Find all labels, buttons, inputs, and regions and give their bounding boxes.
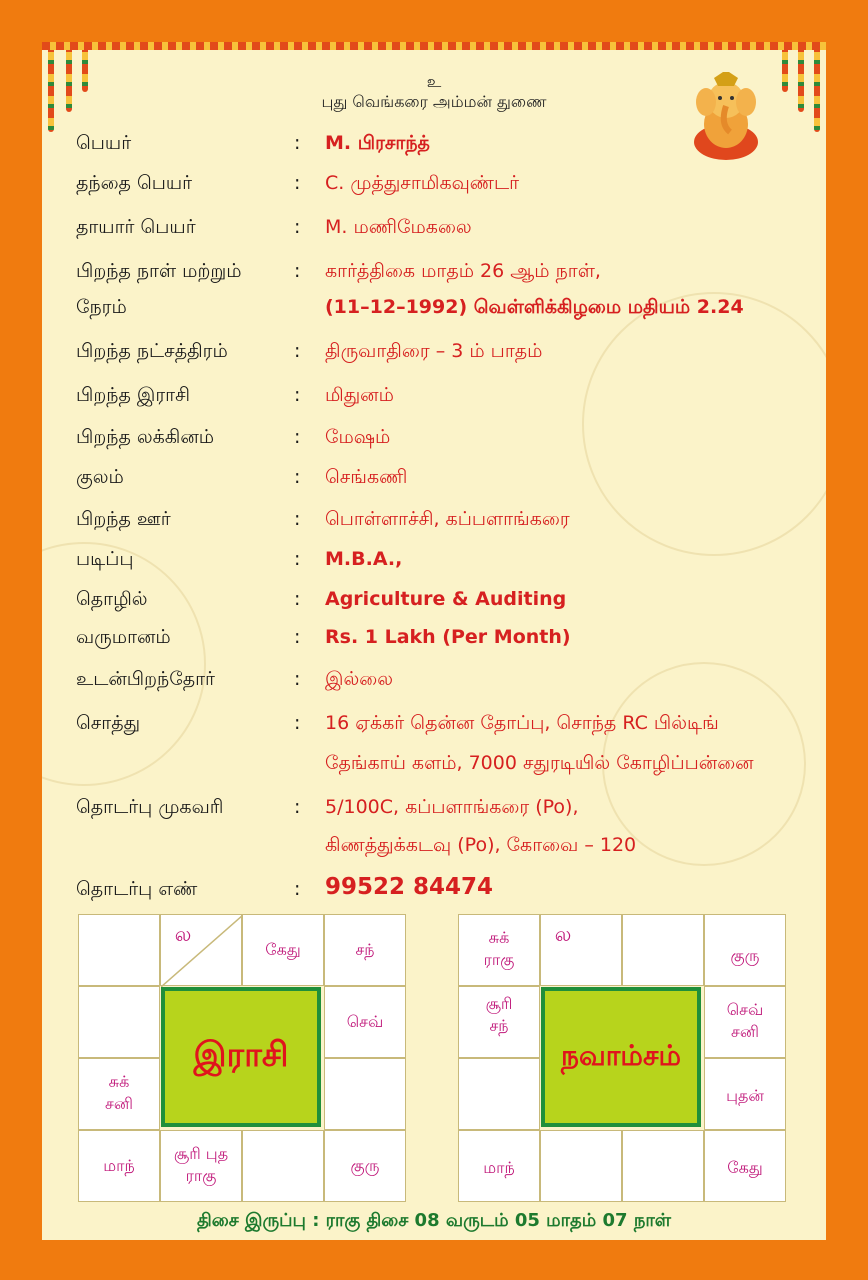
detail-value: 99522 84474: [325, 874, 494, 900]
colon: :: [294, 668, 301, 690]
detail-label: நேரம்: [76, 296, 127, 318]
colon: :: [294, 466, 301, 488]
planet-label: சுக் ராகு: [483, 928, 515, 969]
detail-value: மேஷம்: [325, 426, 391, 448]
detail-label: தொழில்: [76, 588, 148, 610]
colon: :: [294, 216, 301, 238]
chart-cell: [704, 1130, 786, 1202]
rasi-chart-title: இராசி: [193, 1035, 289, 1075]
colon: :: [294, 588, 301, 610]
planet-label: சுக் சனி: [105, 1072, 133, 1113]
planet-label: மாந்: [103, 1156, 135, 1175]
detail-label: பிறந்த இராசி: [76, 384, 190, 406]
detail-value: செங்கணி: [325, 466, 408, 488]
detail-label: சொத்து: [76, 712, 141, 734]
navamsa-chart-center: [541, 987, 701, 1127]
colon: :: [294, 796, 301, 818]
background-swirl: [42, 542, 206, 786]
dasa-balance: திசை இருப்பு : ராகு திசை 08 வருடம் 05 மாதம் 07 நாள்: [196, 1210, 672, 1231]
planet-label: மாந்: [483, 1158, 515, 1177]
detail-label: தந்தை பெயர்: [76, 172, 193, 194]
planet-label: சந்: [355, 940, 375, 959]
colon: :: [294, 260, 301, 282]
planet-label: சூரி சந்: [485, 994, 513, 1035]
detail-label: பிறந்த நாள் மற்றும்: [76, 260, 242, 282]
detail-value: 16 ஏக்கர் தென்ன தோப்பு, சொந்த RC பில்டிங்: [325, 712, 719, 734]
detail-value: கிணத்துக்கடவு (Po), கோவை – 120: [325, 834, 637, 856]
planet-label: செவ்: [346, 1012, 384, 1031]
chart-cell: [622, 914, 704, 986]
detail-label: உடன்பிறந்தோர்: [76, 668, 215, 690]
colon: :: [294, 340, 301, 362]
detail-label: தொடர்பு முகவரி: [76, 796, 224, 818]
lagna-mark: ல: [554, 922, 572, 946]
colon: :: [294, 878, 301, 900]
planet-label: புதன்: [726, 1086, 764, 1105]
planet-label: கேது: [727, 1158, 763, 1177]
top-mark: உ: [426, 72, 442, 91]
lagna-mark: ல: [174, 922, 192, 946]
detail-label: பெயர்: [76, 132, 132, 154]
planet-label: கேது: [265, 940, 301, 959]
colon: :: [294, 712, 301, 734]
background-swirl: [582, 292, 826, 556]
colon: :: [294, 548, 301, 570]
detail-label: தாயார் பெயர்: [76, 216, 196, 238]
detail-value: திருவாதிரை – 3 ம் பாதம்: [325, 340, 543, 362]
chart-cell: [704, 986, 786, 1058]
detail-value: Rs. 1 Lakh (Per Month): [325, 626, 571, 648]
colon: :: [294, 426, 301, 448]
detail-label: தொடர்பு எண்: [76, 878, 198, 900]
detail-value: கார்த்திகை மாதம் 26 ஆம் நாள்,: [325, 260, 601, 282]
detail-value: இல்லை: [325, 668, 394, 690]
detail-label: வருமானம்: [76, 626, 171, 648]
chart-cell: [458, 986, 540, 1058]
planet-label: சூரி புத ராகு: [173, 1144, 229, 1185]
detail-value: M. பிரசாந்த்: [325, 132, 430, 154]
detail-label: பிறந்த நட்சத்திரம்: [76, 340, 228, 362]
chart-cell: [458, 1130, 540, 1202]
detail-value: மிதுனம்: [325, 384, 394, 406]
colon: :: [294, 132, 301, 154]
colon: :: [294, 384, 301, 406]
detail-value: M. மணிமேகலை: [325, 216, 472, 238]
chart-cell: [704, 914, 786, 986]
detail-value: C. முத்துசாமிகவுண்டர்: [325, 172, 520, 194]
garland-top: [42, 42, 826, 50]
horoscope-card: [42, 42, 826, 1240]
chart-cell: [78, 1130, 160, 1202]
chart-cell: [324, 914, 406, 986]
navamsa-chart: [458, 914, 788, 1202]
detail-label: பிறந்த லக்கினம்: [76, 426, 215, 448]
detail-label: குலம்: [76, 466, 124, 488]
detail-label: பிறந்த ஊர்: [76, 508, 171, 530]
detail-value: 5/100C, கப்பளாங்கரை (Po),: [325, 796, 579, 818]
chart-cell: [78, 986, 160, 1058]
colon: :: [294, 172, 301, 194]
chart-cell: [324, 1130, 406, 1202]
chart-cell: [622, 1130, 704, 1202]
chart-cell: [324, 1058, 406, 1130]
planet-label: செவ் சனி: [726, 1000, 764, 1041]
detail-value: Agriculture & Auditing: [325, 588, 567, 610]
blessing-text: புது வெங்கரை அம்மன் துணை: [321, 92, 547, 111]
rasi-chart-center: [161, 987, 321, 1127]
navamsa-chart-title: நவாம்சம்: [561, 1038, 681, 1072]
detail-label: படிப்பு: [76, 548, 134, 570]
chart-cell-lagna: [540, 914, 622, 986]
detail-value: தேங்காய் களம், 7000 சதுரடியில் கோழிப்பன்னை: [325, 752, 754, 774]
detail-value: (11–12–1992) வெள்ளிக்கிழமை மதியம் 2.24: [325, 296, 744, 318]
chart-cell: [242, 1130, 324, 1202]
chart-cell: [704, 1058, 786, 1130]
detail-value: M.B.A.,: [325, 548, 403, 570]
rasi-chart: [78, 914, 408, 1202]
planet-label: குரு: [350, 1156, 380, 1175]
chart-cell: [78, 1058, 160, 1130]
colon: :: [294, 626, 301, 648]
chart-cell: [242, 914, 324, 986]
detail-value: பொள்ளாச்சி, கப்பளாங்கரை: [325, 508, 570, 530]
planet-label: குரு: [730, 946, 760, 965]
chart-cell: [324, 986, 406, 1058]
chart-cell-lagna: [160, 914, 242, 986]
colon: :: [294, 508, 301, 530]
chart-cell: [160, 1130, 242, 1202]
chart-cell: [540, 1130, 622, 1202]
chart-cell: [458, 1058, 540, 1130]
